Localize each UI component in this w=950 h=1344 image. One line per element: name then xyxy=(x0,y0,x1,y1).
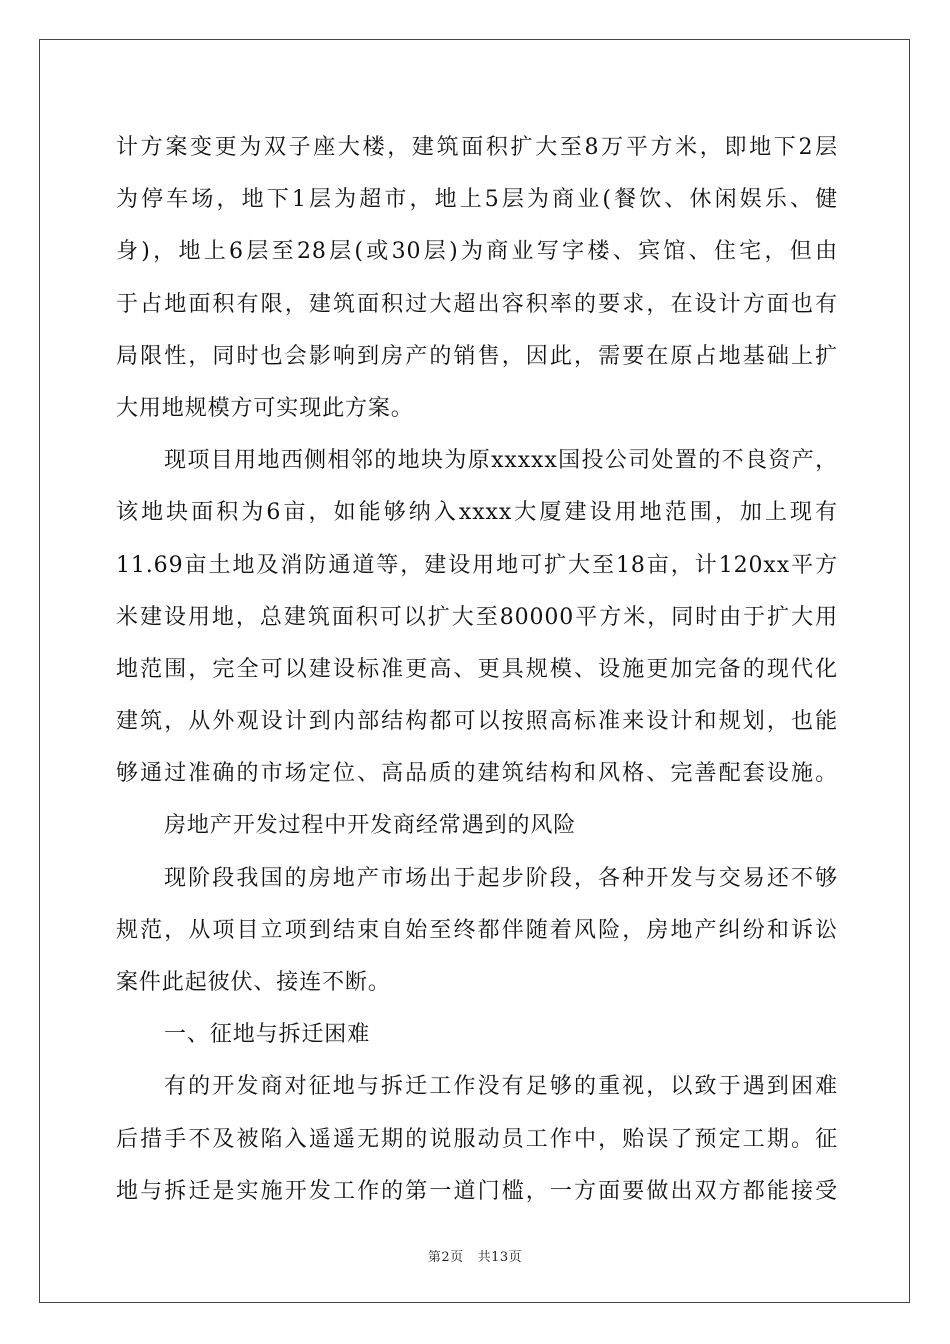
text-line: 建筑，从外观设计到内部结构都可以按照高标准来设计和规划，也能 xyxy=(116,709,838,735)
text-line: 一、征地与拆迁困难 xyxy=(164,1022,371,1048)
text-line: 够通过准确的市场定位、高品质的建筑结构和风格、完善配套设施。 xyxy=(116,761,838,787)
page-number: 第2页 xyxy=(427,1250,464,1265)
text-line: 11.69亩土地及消防通道等，建设用地可扩大至18亩，计120xx平方 xyxy=(116,552,838,578)
text-line: 计方案变更为双子座大楼，建筑面积扩大至8万平方米，即地下2层 xyxy=(116,135,838,160)
text-line: 现项目用地西侧相邻的地块为原xxxxx国投公司处置的不良资产， xyxy=(164,448,838,474)
text-line: 有的开发商对征地与拆迁工作没有足够的重视，以致于遇到困难 xyxy=(164,1074,838,1100)
page-footer xyxy=(0,1246,950,1265)
text-line: 米建设用地，总建筑面积可以扩大至80000平方米，同时由于扩大用 xyxy=(116,604,838,630)
text-line: 地与拆迁是实施开发工作的第一道门槛，一方面要做出双方都能接受 xyxy=(116,1178,838,1204)
text-line: 现阶段我国的房地产市场出于起步阶段，各种开发与交易还不够 xyxy=(164,865,838,891)
document-body xyxy=(116,122,838,1218)
text-line: 该地块面积为6亩，如能够纳入xxxx大厦建设用地范围，加上现有 xyxy=(116,500,838,526)
text-line: 规范，从项目立项到结束自始至终都伴随着风险，房地产纠纷和诉讼 xyxy=(116,917,838,943)
text-line: 局限性，同时也会影响到房产的销售，因此，需要在原占地基础上扩 xyxy=(116,343,838,369)
text-line: 房地产开发过程中开发商经常遇到的风险 xyxy=(164,813,577,839)
text-line: 身)，地上6层至28层(或30层)为商业写字楼、宾馆、住宅，但由 xyxy=(116,239,838,265)
text-line: 地范围，完全可以建设标准更高、更具规模、设施更加完备的现代化 xyxy=(116,656,838,682)
text-line: 为停车场，地下1层为超市，地上5层为商业(餐饮、休闲娱乐、健 xyxy=(116,187,838,213)
text-line: 后措手不及被陷入遥遥无期的说服动员工作中，贻误了预定工期。征 xyxy=(116,1126,838,1152)
text-line: 大用地规模方可实现此方案。 xyxy=(116,395,414,421)
text-line: 于占地面积有限，建筑面积过大超出容积率的要求，在设计方面也有 xyxy=(116,291,838,317)
text-line: 案件此起彼伏、接连不断。 xyxy=(116,970,391,995)
page-total: 共13页 xyxy=(477,1250,523,1265)
